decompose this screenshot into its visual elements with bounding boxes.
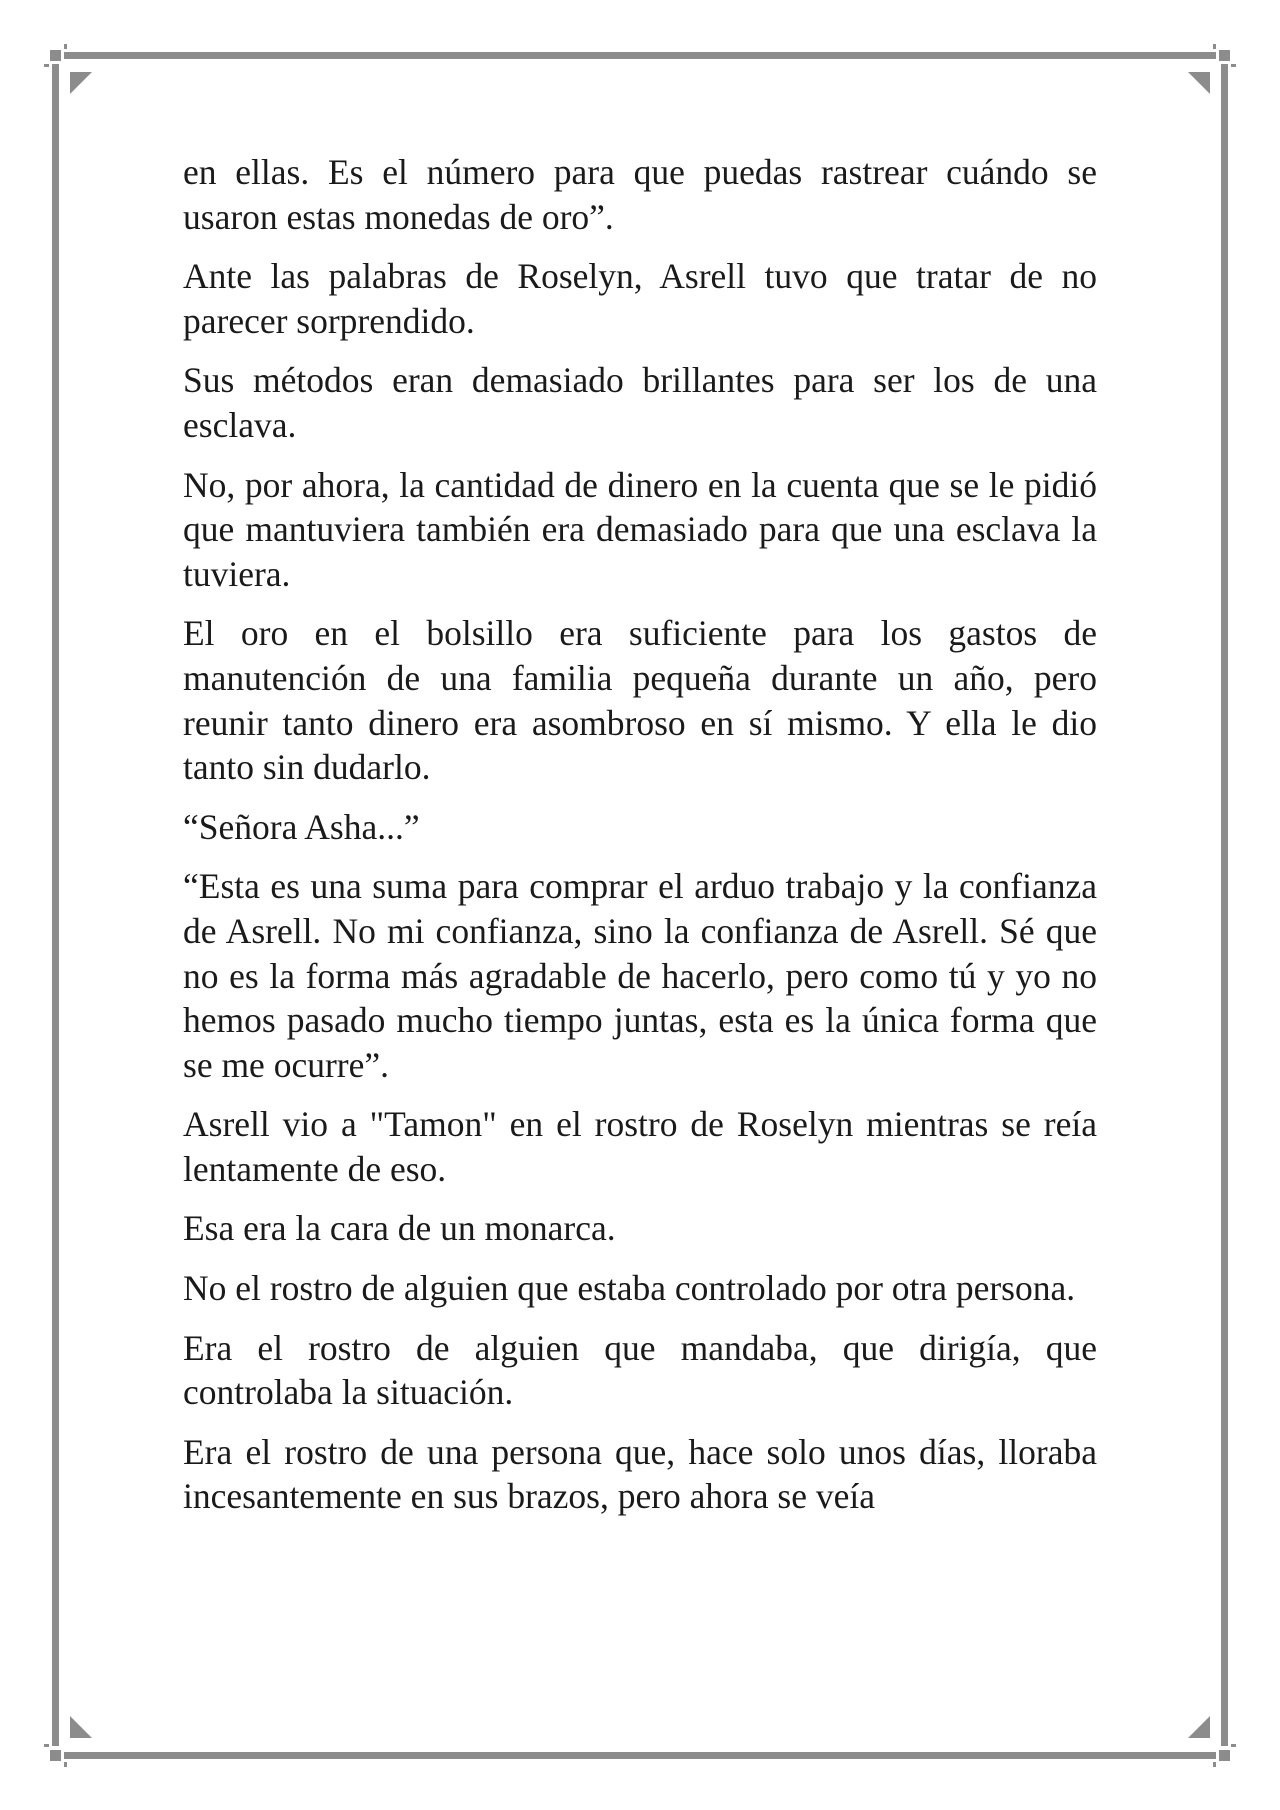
paragraph: El oro en el bolsillo era suficiente para los gastos de manutención de una familia pequeña durante un año, pero reunir tanto dinero era asombroso en sí mismo. Y ella le dio tanto sin dudarlo. <box>183 613 1097 788</box>
paragraph: “Esta es una suma para comprar el arduo trabajo y la confianza de Asrell. No mi confianza, sino la confianza de Asrell. Sé que no es la forma más agradable de hacerlo, pero como tú y yo no hemos pasado mucho tiempo juntas, esta es la única forma que se me ocurre”. <box>183 866 1097 1085</box>
paragraph: No el rostro de alguien que estaba controlado por otra persona. <box>183 1268 1076 1309</box>
paragraph: “Señora Asha...” <box>183 806 420 847</box>
paragraph: Ante las palabras de Roselyn, Asrell tuvo que tratar de no parecer sorprendido. <box>183 256 1097 341</box>
paragraph: Asrell vio a "Tamon" en el rostro de Roselyn mientras se reía lentamente de eso. <box>183 1104 1097 1189</box>
paragraph: No, por ahora, la cantidad de dinero en la cuenta que se le pidió que mantuviera también era demasiado para que una esclava la tuviera. <box>183 464 1097 594</box>
paragraph: Esa era la cara de un monarca. <box>183 1208 616 1249</box>
paragraph: en ellas. Es el número para que puedas rastrear cuándo se usaron estas monedas de oro”. <box>183 152 1097 237</box>
paragraph: Era el rostro de alguien que mandaba, que dirigía, que controlaba la situación. <box>183 1327 1097 1413</box>
paragraph: Sus métodos eran demasiado brillantes para ser los de una esclava. <box>183 360 1097 445</box>
document-body <box>183 150 1097 1534</box>
paragraph: Era el rostro de una persona que, hace solo unos días, lloraba incesantemente en sus brazos, pero ahora se veía <box>183 1431 1097 1517</box>
